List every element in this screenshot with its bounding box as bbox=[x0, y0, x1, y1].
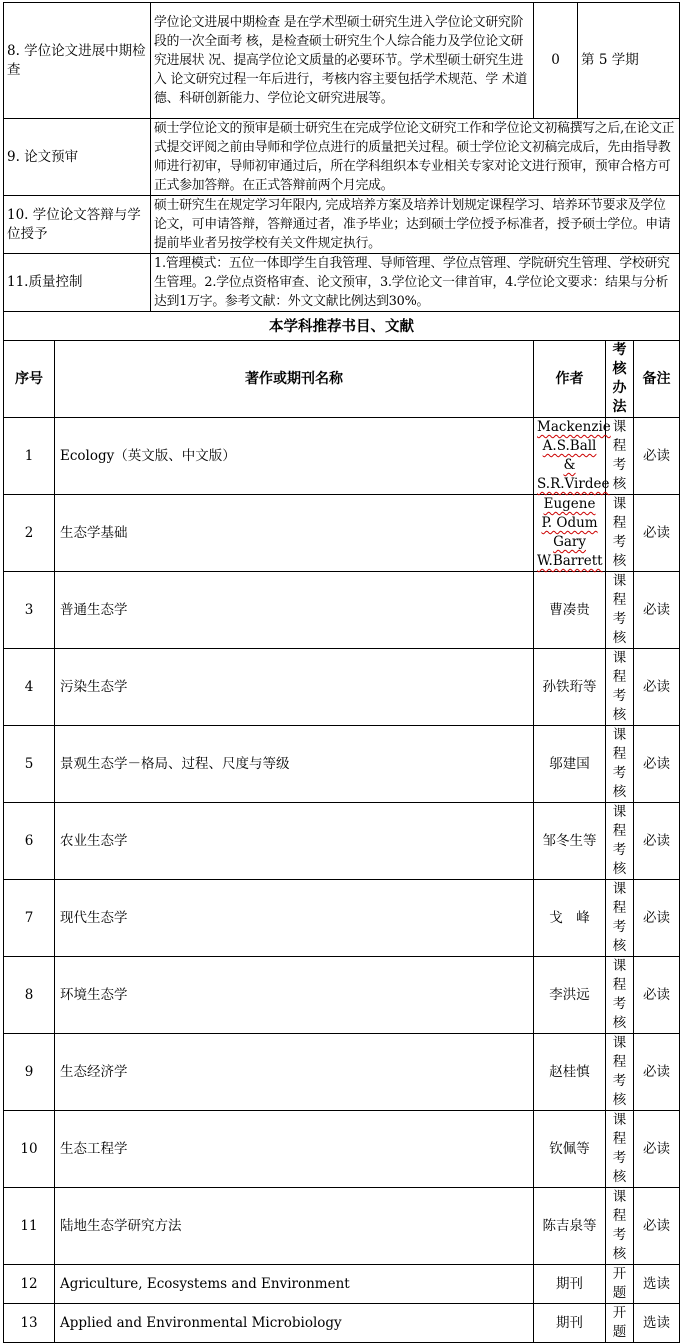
book-author: 曹凑贵 bbox=[549, 601, 590, 618]
book-no-cell bbox=[4, 1111, 55, 1188]
book-no: 8 bbox=[24, 986, 34, 1003]
book-no-cell bbox=[4, 726, 55, 803]
book-list bbox=[4, 418, 680, 1343]
book-method-cell bbox=[606, 1188, 634, 1265]
book-author-cell bbox=[534, 1304, 606, 1343]
book-author-cell bbox=[534, 880, 606, 957]
book-author-cell bbox=[534, 572, 606, 649]
book-method-cell bbox=[606, 572, 634, 649]
book-name-cell bbox=[55, 1034, 534, 1111]
book-note-cell bbox=[634, 1111, 680, 1188]
section-title: 本学科推荐书目、文献 bbox=[4, 312, 680, 341]
credit-cell: 0 bbox=[534, 3, 578, 119]
row-description: 硕士研究生在规定学习年限内, 完成培养方案及培养计划规定课程学习、培养环节要求及学位论文，可申请答辩，答辩通过者，准予毕业；达到硕士学位授予标准者，授予硕士学位。申请提前毕业者另按学校有关文件规定执行。 bbox=[151, 196, 680, 254]
row-midterm-check bbox=[4, 3, 680, 119]
book-note-cell bbox=[634, 649, 680, 726]
book-no: 11 bbox=[20, 1217, 38, 1234]
book-author-cell bbox=[534, 803, 606, 880]
book-note-cell bbox=[634, 1265, 680, 1304]
book-note: 必读 bbox=[643, 986, 671, 1003]
book-row bbox=[4, 1111, 680, 1188]
book-author: 邹冬生等 bbox=[542, 832, 597, 849]
book-no: 12 bbox=[20, 1275, 38, 1292]
book-note: 必读 bbox=[643, 601, 671, 618]
book-author: 赵桂慎 bbox=[549, 1063, 590, 1080]
book-row bbox=[4, 726, 680, 803]
training-plan-table bbox=[3, 2, 680, 1343]
book-no: 2 bbox=[24, 524, 34, 541]
book-author: 李洪远 bbox=[549, 986, 590, 1003]
book-name-cell bbox=[55, 803, 534, 880]
row-quality-control bbox=[4, 254, 680, 312]
book-author-cell bbox=[534, 726, 606, 803]
row-defense-degree bbox=[4, 196, 680, 254]
book-method-cell bbox=[606, 495, 634, 572]
book-row bbox=[4, 418, 680, 495]
book-method: 课程考核 bbox=[612, 1035, 627, 1108]
book-name: 生态经济学 bbox=[60, 1063, 128, 1080]
book-note-cell bbox=[634, 803, 680, 880]
book-row bbox=[4, 572, 680, 649]
book-note: 必读 bbox=[643, 1140, 671, 1157]
header-method: 考核办法 bbox=[606, 341, 634, 418]
book-author-cell bbox=[534, 418, 611, 495]
book-note-cell bbox=[634, 418, 680, 495]
book-name: 农业生态学 bbox=[60, 832, 128, 849]
book-author: 邬建国 bbox=[549, 755, 590, 772]
book-no-cell bbox=[4, 1188, 55, 1265]
book-author: Eugene P. Odum Gary W.Barrett bbox=[537, 496, 603, 569]
book-row bbox=[4, 880, 680, 957]
book-note: 必读 bbox=[643, 755, 671, 772]
book-no-cell bbox=[4, 880, 55, 957]
book-row bbox=[4, 957, 680, 1034]
book-name-cell bbox=[55, 649, 534, 726]
book-no-cell bbox=[4, 1034, 55, 1111]
book-no: 3 bbox=[24, 601, 34, 618]
book-name-cell bbox=[55, 880, 534, 957]
book-author-cell bbox=[534, 649, 606, 726]
book-author: 钦佩等 bbox=[549, 1140, 590, 1157]
section-heading-row bbox=[4, 312, 680, 341]
book-row bbox=[4, 1034, 680, 1111]
row-description: 1.管理模式：五位一体即学生自我管理、导师管理、学位点管理、学院研究生管理、学校研究生管理。2.学位点资格审查、论文预审，3.学位论文一律首审，4.学位论文要求：结果与分析达到1万字。参考文献：外文文献比例达到30%。 bbox=[151, 254, 680, 312]
book-author: 孙铁珩等 bbox=[542, 678, 597, 695]
book-name: 现代生态学 bbox=[60, 909, 128, 926]
book-method-cell bbox=[606, 1111, 634, 1188]
book-name-cell bbox=[55, 1265, 534, 1304]
book-author-cell bbox=[534, 1188, 606, 1265]
header-note: 备注 bbox=[634, 341, 680, 418]
book-method: 课程考核 bbox=[612, 650, 627, 723]
term-cell: 第 5 学期 bbox=[578, 3, 680, 119]
book-method: 课程考核 bbox=[612, 804, 627, 877]
book-author: Mackenzie A.S.Ball & S.R.Virdee bbox=[537, 419, 611, 492]
book-name: Ecology（英文版、中文版） bbox=[60, 447, 236, 464]
book-no: 4 bbox=[24, 678, 34, 695]
book-no-cell bbox=[4, 418, 55, 495]
book-method-cell bbox=[606, 957, 634, 1034]
book-method: 开题 bbox=[612, 1305, 627, 1340]
book-method: 课程考核 bbox=[612, 727, 627, 800]
book-row bbox=[4, 1304, 680, 1343]
book-name-cell bbox=[55, 1111, 534, 1188]
book-no: 6 bbox=[24, 832, 34, 849]
book-method-cell bbox=[606, 880, 634, 957]
book-no-cell bbox=[4, 495, 55, 572]
book-name: 景观生态学－格局、过程、尺度与等级 bbox=[60, 755, 290, 772]
book-no-cell bbox=[4, 572, 55, 649]
header-no: 序号 bbox=[4, 341, 55, 418]
book-name: Applied and Environmental Microbiology bbox=[60, 1314, 342, 1331]
book-author: 期刊 bbox=[556, 1314, 584, 1331]
book-no-cell bbox=[4, 1265, 55, 1304]
book-author-cell bbox=[534, 1111, 606, 1188]
book-name: 生态学基础 bbox=[60, 524, 128, 541]
book-name: 生态工程学 bbox=[60, 1140, 128, 1157]
book-no-cell bbox=[4, 803, 55, 880]
book-no: 13 bbox=[20, 1314, 38, 1331]
book-row bbox=[4, 649, 680, 726]
book-note: 必读 bbox=[643, 1063, 671, 1080]
book-method-cell bbox=[606, 649, 634, 726]
book-note-cell bbox=[634, 957, 680, 1034]
book-note-cell bbox=[634, 1188, 680, 1265]
book-author: 戈 峰 bbox=[549, 909, 590, 926]
book-name-cell bbox=[55, 726, 534, 803]
book-name: 普通生态学 bbox=[60, 601, 128, 618]
book-note-cell bbox=[634, 1304, 680, 1343]
book-no: 9 bbox=[24, 1063, 34, 1080]
book-name: 环境生态学 bbox=[60, 986, 128, 1003]
book-name: 陆地生态学研究方法 bbox=[60, 1217, 182, 1234]
book-table-header bbox=[4, 341, 680, 418]
book-author-cell bbox=[534, 495, 606, 572]
book-note-cell bbox=[634, 1034, 680, 1111]
book-author-cell bbox=[534, 1265, 606, 1304]
book-no: 1 bbox=[24, 447, 34, 464]
book-note-cell bbox=[634, 572, 680, 649]
book-note: 必读 bbox=[643, 1217, 671, 1234]
book-name-cell bbox=[55, 495, 534, 572]
book-row bbox=[4, 1265, 680, 1304]
book-note: 选读 bbox=[643, 1314, 671, 1331]
book-no-cell bbox=[4, 1304, 55, 1343]
book-method: 课程考核 bbox=[612, 419, 627, 492]
book-method-cell bbox=[606, 803, 634, 880]
header-name: 著作或期刊名称 bbox=[55, 341, 534, 418]
book-no: 5 bbox=[24, 755, 34, 772]
book-name-cell bbox=[55, 418, 534, 495]
row-label: 8. 学位论文进展中期检查 bbox=[4, 3, 151, 119]
book-note-cell bbox=[634, 880, 680, 957]
row-description: 学位论文进展中期检查 是在学术型硕士研究生进入学位论文研究阶段的一次全面考 核，是检查硕士研究生个人综合能力及学位论文研究进展状 况、提高学位论文质量的必要环节。学术型硕士研究生进入 论文研究过程一年后进行，考核内容主要包括学术规范、学 术道德、科研创新能力、学位论文研究进展等。 bbox=[151, 3, 534, 119]
book-note: 必读 bbox=[643, 678, 671, 695]
book-method: 课程考核 bbox=[612, 1189, 627, 1262]
book-method-cell bbox=[606, 1304, 634, 1343]
book-note: 必读 bbox=[643, 524, 671, 541]
book-author: 期刊 bbox=[556, 1275, 584, 1292]
book-name: Agriculture, Ecosystems and Environment bbox=[60, 1275, 350, 1292]
book-no-cell bbox=[4, 957, 55, 1034]
book-note-cell bbox=[634, 495, 680, 572]
book-author-cell bbox=[534, 957, 606, 1034]
book-method-cell bbox=[606, 726, 634, 803]
book-note: 必读 bbox=[643, 832, 671, 849]
row-thesis-prereview bbox=[4, 119, 680, 196]
book-method: 课程考核 bbox=[612, 573, 627, 646]
book-author-cell bbox=[534, 1034, 606, 1111]
book-method: 开题 bbox=[612, 1266, 627, 1301]
row-label: 9. 论文预审 bbox=[4, 119, 151, 196]
row-label: 10. 学位论文答辩与学位授予 bbox=[4, 196, 151, 254]
book-method-cell bbox=[606, 1265, 634, 1304]
book-method: 课程考核 bbox=[612, 496, 627, 569]
row-description: 硕士学位论文的预审是硕士研究生在完成学位论文研究工作和学位论文初稿撰写之后,在论文正式提交评阅之前由导师和学位点进行的质量把关过程。硕士学位论文初稿完成后，先由指导教师进行初审，导师初审通过后，所在学科组织本专业相关专家对论文进行预审，预审合格方可正式参加答辩。在正式答辩前两个月完成。 bbox=[151, 119, 680, 196]
book-author: 陈吉泉等 bbox=[542, 1217, 597, 1234]
book-method: 课程考核 bbox=[612, 1112, 627, 1185]
book-method: 课程考核 bbox=[612, 958, 627, 1031]
book-name-cell bbox=[55, 572, 534, 649]
book-no-cell bbox=[4, 649, 55, 726]
book-no: 7 bbox=[24, 909, 34, 926]
book-note-cell bbox=[634, 726, 680, 803]
book-note: 选读 bbox=[643, 1275, 671, 1292]
book-note: 必读 bbox=[643, 447, 671, 464]
header-author: 作者 bbox=[534, 341, 606, 418]
book-name-cell bbox=[55, 957, 534, 1034]
book-name-cell bbox=[55, 1188, 534, 1265]
book-row bbox=[4, 495, 680, 572]
row-label: 11.质量控制 bbox=[4, 254, 151, 312]
book-note: 必读 bbox=[643, 909, 671, 926]
book-name: 污染生态学 bbox=[60, 678, 128, 695]
book-row bbox=[4, 803, 680, 880]
book-row bbox=[4, 1188, 680, 1265]
book-method: 课程考核 bbox=[612, 881, 627, 954]
book-method-cell bbox=[606, 1034, 634, 1111]
book-no: 10 bbox=[20, 1140, 38, 1157]
book-name-cell bbox=[55, 1304, 534, 1343]
